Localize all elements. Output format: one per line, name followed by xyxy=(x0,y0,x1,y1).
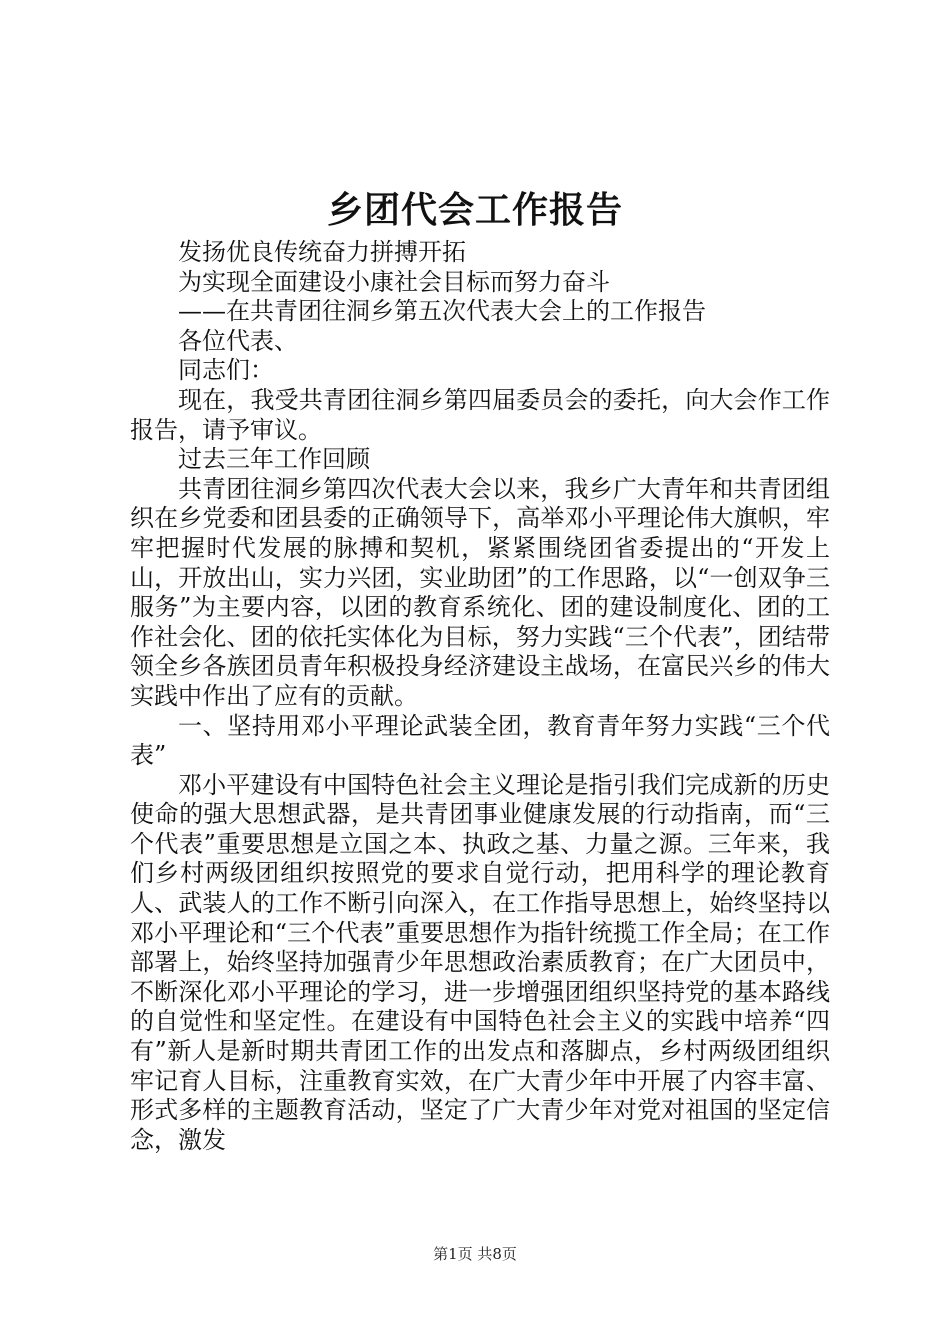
page-number-footer: 第1页 共8页 xyxy=(433,1245,517,1263)
section-heading-1: 一、坚持用邓小平理论武装全团，教育青年努力实践“三个代表” xyxy=(130,711,830,770)
section-heading-review: 过去三年工作回顾 xyxy=(178,445,370,474)
subtitle-line-2: 为实现全面建设小康社会目标而努力奋斗 xyxy=(178,267,610,296)
salutation-delegates: 各位代表、 xyxy=(178,326,298,355)
subtitle-line-3: ——在共青团往洞乡第五次代表大会上的工作报告 xyxy=(178,297,706,326)
document-title: 乡团代会工作报告 xyxy=(326,189,623,231)
paragraph-review: 共青团往洞乡第四次代表大会以来，我乡广大青年和共青团组织在乡党委和团县委的正确领导下，高举邓小平理论伟大旗帜，牢牢把握时代发展的脉搏和契机，紧紧围绕团省委提出的“开发上山，开放出山，实力兴团，实业助团”的工作思路，以“一创双争三服务”为主要内容，以团的教育系统化、团的建设制度化、团的工作社会化、团的依托实体化为目标，努力实践“三个代表”，团结带领全乡各族团员青年积极投身经济建设主战场，在富民兴乡的伟大实践中作出了应有的贡献。 xyxy=(130,474,830,710)
paragraph-theory: 邓小平建设有中国特色社会主义理论是指引我们完成新的历史使命的强大思想武器，是共青团事业健康发展的行动指南，而“三个代表”重要思想是立国之本、执政之基、力量之源。三年来，我们乡村两级团组织按照党的要求自觉行动，把用科学的理论教育人、武装人的工作不断引向深入，在工作指导思想上，始终坚持以邓小平理论和“三个代表”重要思想作为指针统揽工作全局；在工作部署上，始终坚持加强青少年思想政治素质教育；在广大团员中，不断深化邓小平理论的学习，进一步增强团组织坚持党的基本路线的自觉性和坚定性。在建设有中国特色社会主义的实践中培养“四有”新人是新时期共青团工作的出发点和落脚点，乡村两级团组织牢记育人目标，注重教育实效，在广大青少年中开展了内容丰富、形式多样的主题教育活动，坚定了广大青少年对党对祖国的坚定信念，激发 xyxy=(130,770,830,1154)
salutation-comrades: 同志们： xyxy=(178,356,274,385)
subtitle-line-1: 发扬优良传统奋力拼搏开拓 xyxy=(178,238,466,266)
paragraph-intro: 现在，我受共青团往洞乡第四届委员会的委托，向大会作工作报告，请予审议。 xyxy=(130,385,830,444)
document-body xyxy=(130,238,830,1155)
